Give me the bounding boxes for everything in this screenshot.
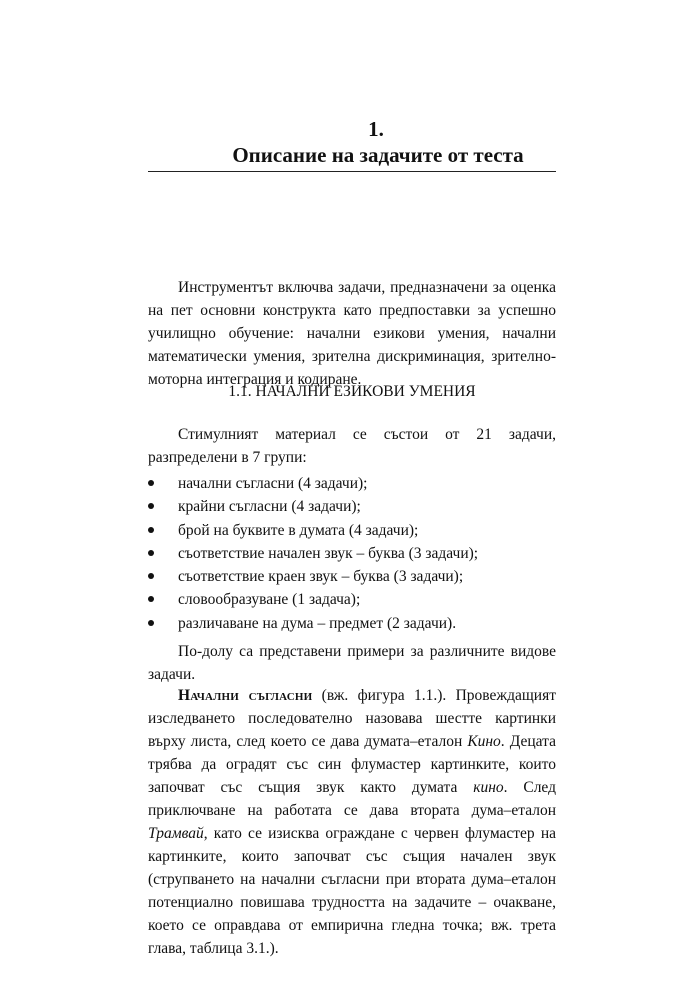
list-item <box>148 612 556 635</box>
list-item-text: съответствие краен звук – буква (3 задачи); <box>178 568 464 586</box>
initial-consonants-heading: Начални съгласни <box>178 687 313 704</box>
examples-paragraph: По-долу са представени примери за различните видове задачи. <box>148 643 556 683</box>
list-item-text: крайни съгласни (4 задачи); <box>178 498 361 516</box>
bullet-icon <box>148 527 154 533</box>
chapter-title-divider <box>148 171 556 172</box>
chapter-title: Описание на задачите от теста <box>232 143 524 167</box>
bullet-icon <box>148 503 154 509</box>
section-heading: 1.1. НАЧАЛНИ ЕЗИКОВИ УМЕНИЯ <box>228 383 476 400</box>
list-item-text: брой на буквите в думата (4 задачи); <box>178 521 419 539</box>
list-item-text: различаване на дума – предмет (2 задачи). <box>178 614 457 632</box>
bullet-icon <box>148 573 154 579</box>
bullet-icon <box>148 620 154 626</box>
reference-word-2: кино <box>473 779 504 796</box>
stimulus-paragraph: Стимулният материал се състои от 21 задачи, разпределени в 7 групи: <box>148 426 556 466</box>
list-item-text: начални съгласни (4 задачи); <box>178 475 368 492</box>
examples-paragraph-block <box>148 640 556 686</box>
list-item <box>148 542 556 565</box>
list-item <box>148 472 556 495</box>
initial-consonants-text-4: , като се изисква ограждане с червен флумастер на картинките, които започват със същия начален звук (струпването на начални съгласни при втората дума–еталон потенциално повишава трудността на задачите – очакване, което се оправдава от емпирична гледна точка; вж. трета глава, таблица 3.1.). <box>148 825 556 957</box>
initial-consonants-text-1: (вж. фигура 1.1.). Провеждащият изследването последователно назовава шестте картинки върху листа, след което се дава думата–еталон <box>148 687 557 750</box>
reference-word-1: Кино <box>467 733 501 750</box>
list-item-text: съответствие начален звук – буква (3 задачи); <box>178 544 479 562</box>
list-item <box>148 565 556 588</box>
bullet-icon <box>148 480 154 486</box>
task-group-list <box>148 472 556 635</box>
reference-word-3: Трамвай <box>148 825 204 842</box>
intro-paragraph: Инструментът включва задачи, предназначени за оценка на пет основни конструкта като предпоставки за успешно училищно обучение: начални езикови умения, начални математически умения, зрителна дискриминация, зрително-моторна интеграция и кодиране. <box>148 279 556 388</box>
chapter-number: 1. <box>368 117 384 141</box>
bullet-icon <box>148 550 154 556</box>
initial-consonants-text-2: . Децата трябва да оградят със син флумастер картинките, които започват със същия звук както думата <box>148 733 556 796</box>
bullet-icon <box>148 596 154 602</box>
list-item <box>148 519 556 542</box>
list-item <box>148 588 556 611</box>
list-item <box>148 495 556 518</box>
initial-consonants-block <box>148 684 556 960</box>
initial-consonants-text-3: . След приключване на работата се дава втората дума–еталон <box>148 779 556 819</box>
initial-consonants-paragraph <box>148 684 556 960</box>
intro-paragraph-block <box>148 276 556 391</box>
stimulus-paragraph-block <box>148 423 556 469</box>
list-item-text: словообразуване (1 задача); <box>178 591 361 609</box>
